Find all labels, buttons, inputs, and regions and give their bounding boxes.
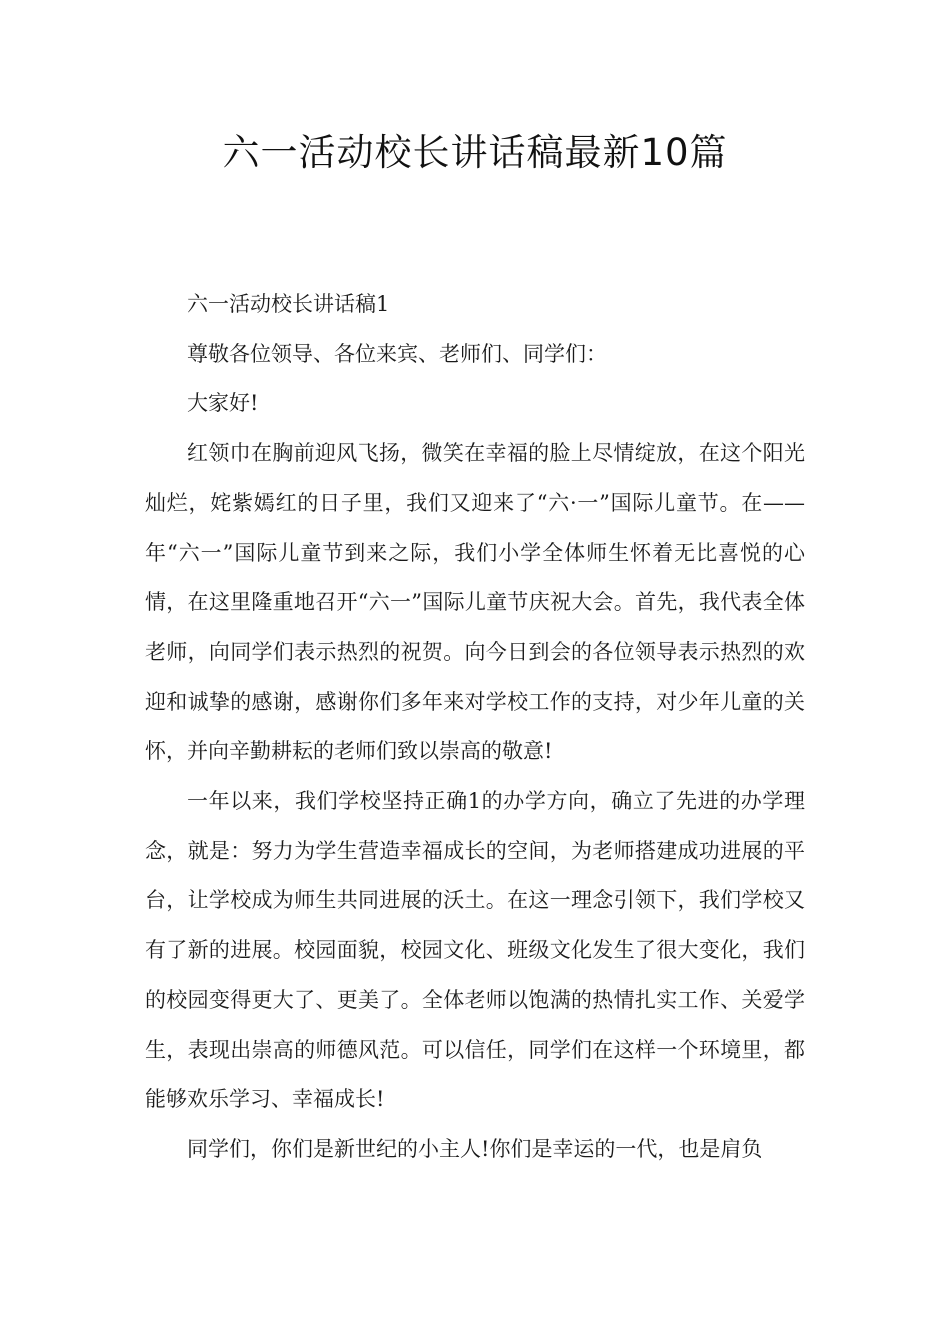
paragraph: 同学们，你们是新世纪的小主人!你们是幸运的一代，也是肩负 [187, 1136, 763, 1161]
document-body [145, 280, 805, 1175]
paragraph-salutation: 尊敬各位领导、各位来宾、老师们、同学们： [187, 341, 607, 366]
page-title: 六一活动校长讲话稿最新10篇 [222, 131, 728, 174]
paragraph-greeting: 大家好! [187, 391, 259, 416]
paragraph-heading: 六一活动校长讲话稿1 [187, 292, 390, 316]
paragraph: 红领巾在胸前迎风飞扬，微笑在幸福的脸上尽情绽放，在这个阳光灿烂，姹紫嫣红的日子里，我们又迎来了“六·一”国际儿童节。在——年“六一”国际儿童节到来之际，我们小学全体师生怀着无比喜悦的心情，在这里隆重地召开“六一”国际儿童节庆祝大会。首先，我代表全体老师，向同学们表示热烈的祝贺。向今日到会的各位领导表示热烈的欢迎和诚挚的感谢，感谢你们多年来对学校工作的支持，对少年儿童的关怀，并向辛勤耕耘的老师们致以崇高的敬意! [145, 441, 805, 764]
paragraph: 一年以来，我们学校坚持正确1的办学方向，确立了先进的办学理念，就是：努力为学生营造幸福成长的空间，为老师搭建成功进展的平台，让学校成为师生共同进展的沃土。在这一理念引领下，我们学校又有了新的进展。校园面貌，校园文化、班级文化发生了很大变化，我们的校园变得更大了、更美了。全体老师以饱满的热情扎实工作、关爱学生，表现出崇高的师德风范。可以信任，同学们在这样一个环境里，都能够欢乐学习、幸福成长! [145, 789, 805, 1112]
